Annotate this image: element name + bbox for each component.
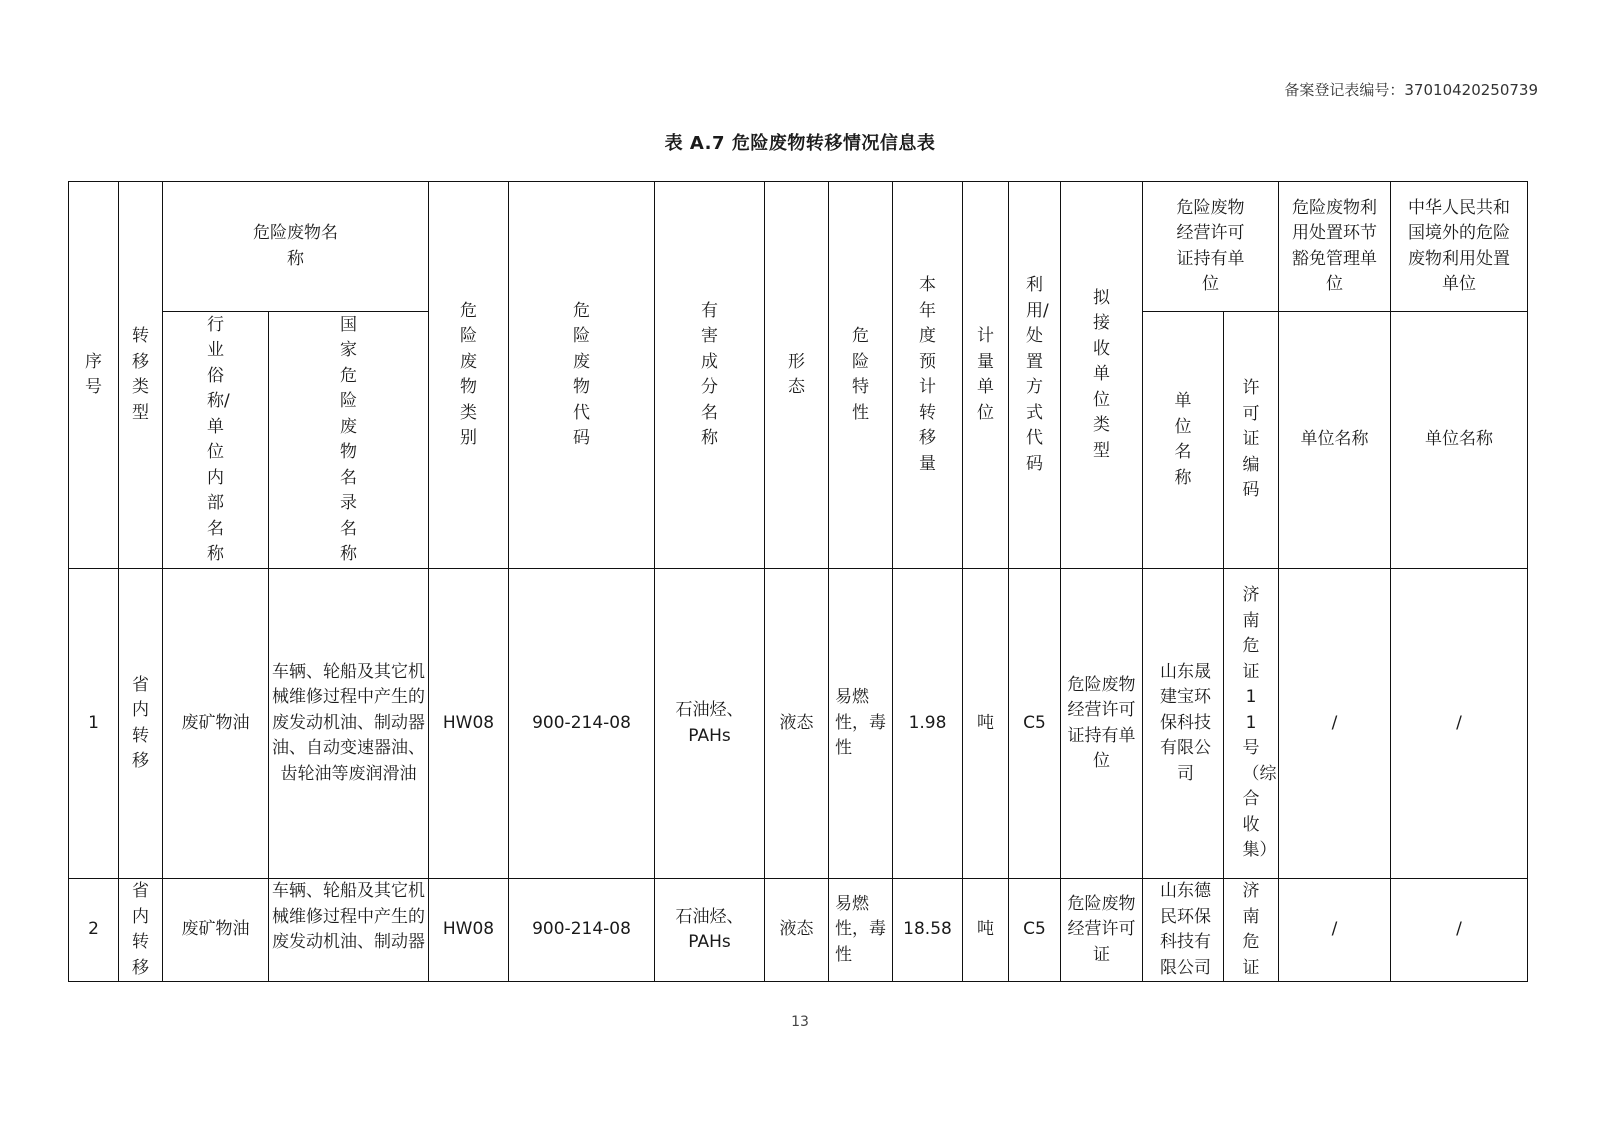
- cell-national-name: 车辆、轮船及其它机械维修过程中产生的废发动机油、制动器油、自动变速器油、齿轮油等废润滑油: [269, 569, 429, 879]
- table-row: [69, 569, 1528, 879]
- cell-transfer-type: 省内转移: [119, 879, 163, 982]
- header-unit: 计量单位: [963, 182, 1009, 569]
- header-form: 形态: [765, 182, 829, 569]
- header-method-code: 利用/处置方式代码: [1009, 182, 1061, 569]
- header-exempt-group: 危险废物利用处置环节豁免管理单位: [1279, 182, 1391, 312]
- cell-code: 900-214-08: [509, 569, 655, 879]
- cell-hazard: 易燃性，毒性: [829, 569, 893, 879]
- cell-overseas: /: [1391, 879, 1528, 982]
- header-seq: 序号: [69, 182, 119, 569]
- header-license-holder-group: 危险废物经营许可证持有单位: [1143, 182, 1279, 312]
- cell-unit: 吨: [963, 569, 1009, 879]
- cell-industry-name: 废矿物油: [163, 569, 269, 879]
- header-hazard: 危险特性: [829, 182, 893, 569]
- cell-industry-name: 废矿物油: [163, 879, 269, 982]
- cell-hazard: 易燃性，毒性: [829, 879, 893, 982]
- header-industry-name: 行业俗称/单位内部名称: [163, 312, 269, 569]
- cell-receiver-type: 危险废物经营许可证持有单位: [1061, 569, 1143, 879]
- header-components: 有害成分名称: [655, 182, 765, 569]
- cell-exempt: /: [1279, 569, 1391, 879]
- cell-receiver-type: 危险废物经营许可证: [1061, 879, 1143, 982]
- page-number: 13: [791, 1014, 809, 1030]
- cell-unit: 吨: [963, 879, 1009, 982]
- header-national-name: 国家危险废物名录名称: [269, 312, 429, 569]
- header-annual-amount: 本年度预计转移量: [893, 182, 963, 569]
- cell-components: 石油烃、PAHs: [655, 879, 765, 982]
- cell-national-name: 车辆、轮船及其它机械维修过程中产生的废发动机油、制动器: [269, 879, 429, 982]
- header-code: 危险废物代码: [509, 182, 655, 569]
- cell-amount: 1.98: [893, 569, 963, 879]
- header-transfer-type: 转移类型: [119, 182, 163, 569]
- registration-number: 备案登记表编号：37010420250739: [1284, 81, 1538, 99]
- cell-license-no: 济南危证11号（综合收集）: [1224, 569, 1279, 879]
- header-license-no: 许可证编码: [1224, 312, 1279, 569]
- cell-method-code: C5: [1009, 569, 1061, 879]
- header-overseas-unit-name: 单位名称: [1391, 312, 1528, 569]
- header-category: 危险废物类别: [429, 182, 509, 569]
- table-row: [69, 879, 1528, 982]
- cell-amount: 18.58: [893, 879, 963, 982]
- cell-form: 液态: [765, 879, 829, 982]
- cell-transfer-type: 省内转移: [119, 569, 163, 879]
- header-receiver-type: 拟接收单位类型: [1061, 182, 1143, 569]
- cell-license-no: 济南危证: [1224, 879, 1279, 982]
- cell-overseas: /: [1391, 569, 1528, 879]
- cell-seq: 1: [69, 569, 119, 879]
- cell-exempt: /: [1279, 879, 1391, 982]
- cell-components: 石油烃、PAHs: [655, 569, 765, 879]
- cell-unit-name: 山东德民环保科技有限公司: [1143, 879, 1224, 982]
- cell-category: HW08: [429, 879, 509, 982]
- header-exempt-unit-name: 单位名称: [1279, 312, 1391, 569]
- cell-method-code: C5: [1009, 879, 1061, 982]
- cell-unit-name: 山东晟建宝环保科技有限公司: [1143, 569, 1224, 879]
- cell-category: HW08: [429, 569, 509, 879]
- cell-seq: 2: [69, 879, 119, 982]
- header-unit-name: 单位名称: [1143, 312, 1224, 569]
- table-title: 表 A.7 危险废物转移情况信息表: [664, 133, 936, 154]
- cell-form: 液态: [765, 569, 829, 879]
- cell-code: 900-214-08: [509, 879, 655, 982]
- header-overseas-group: 中华人民共和国境外的危险废物利用处置单位: [1391, 182, 1528, 312]
- header-row-1: [69, 182, 1528, 312]
- hazardous-waste-transfer-table: [68, 181, 1528, 982]
- header-waste-name-group: 危险废物名称: [163, 182, 429, 312]
